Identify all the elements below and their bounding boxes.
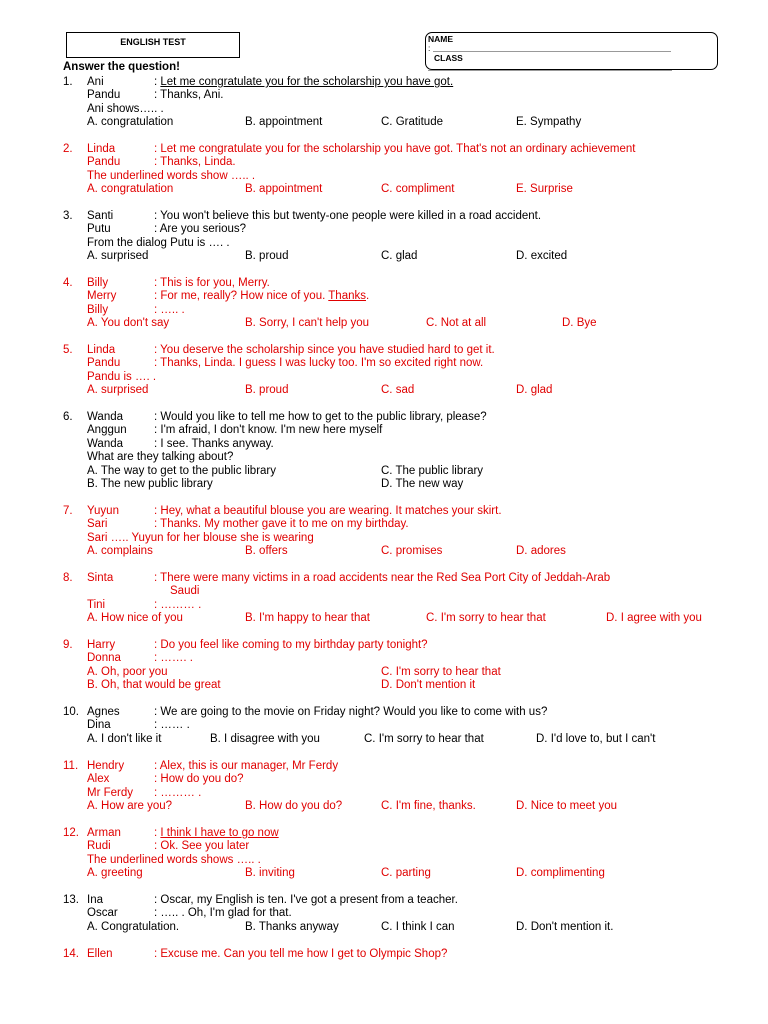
answer-option[interactable]: A. How nice of you xyxy=(87,612,183,625)
dialog-line: : ……… . xyxy=(154,598,202,611)
speaker-name: Ellen xyxy=(87,948,113,960)
answer-option[interactable]: B. appointment xyxy=(245,183,323,196)
answer-option[interactable]: D. Don't mention it. xyxy=(516,920,614,933)
speaker-name: Hendry xyxy=(87,760,125,772)
speaker-name: Santi xyxy=(87,210,114,222)
name-line[interactable] xyxy=(433,51,671,52)
answer-option[interactable]: A. surprised xyxy=(87,250,149,263)
question-prompt: Pandu is …. . xyxy=(87,370,157,383)
answer-option[interactable]: C. I think I can xyxy=(381,920,455,933)
dialog-line: : Are you serious? xyxy=(154,223,247,236)
answer-option[interactable]: B. I'm happy to hear that xyxy=(245,612,370,625)
question-prompt: The underlined words show ….. . xyxy=(87,169,256,182)
answer-option[interactable]: B. proud xyxy=(245,384,289,397)
answer-option[interactable]: D. Bye xyxy=(562,317,597,330)
answer-option[interactable]: B. proud xyxy=(245,250,289,263)
dialog-line: : We are going to the movie on Friday night? Would you like to come with us? xyxy=(154,706,548,718)
answer-option[interactable]: A. greeting xyxy=(87,867,143,880)
question-number: 1. xyxy=(63,76,73,88)
dialog-line: : Excuse me. Can you tell me how I get to Olympic Shop? xyxy=(154,948,448,960)
answer-option[interactable]: C. promises xyxy=(381,545,443,558)
question-number: 9. xyxy=(63,639,73,651)
dialog-line: : Let me congratulate you for the scholarship you have got. xyxy=(154,76,454,88)
dialog-line: : I see. Thanks anyway. xyxy=(154,437,274,450)
speaker-name: Wanda xyxy=(87,411,124,423)
speaker-name: Arman xyxy=(87,827,121,839)
dialog-line: : Alex, this is our manager, Mr Ferdy xyxy=(154,760,339,772)
speaker-name: Harry xyxy=(87,639,116,651)
question-number: 14. xyxy=(63,948,79,960)
answer-option[interactable]: C. I'm sorry to hear that xyxy=(426,612,546,625)
speaker-name: Mr Ferdy xyxy=(87,786,133,799)
answer-option[interactable]: D. glad xyxy=(516,384,553,397)
answer-option[interactable]: D. Don't mention it xyxy=(381,679,476,692)
answer-option[interactable]: C. glad xyxy=(381,250,418,263)
dialog-line: : Thanks. My mother gave it to me on my birthday. xyxy=(154,518,409,531)
speaker-name: Ina xyxy=(87,894,103,906)
speaker-name: Pandu xyxy=(87,156,121,169)
speaker-name: Billy xyxy=(87,277,109,289)
dialog-line: : There were many victims in a road accidents near the Red Sea Port City of Jeddah-Arab xyxy=(154,572,611,584)
answer-option[interactable]: A. Oh, poor you xyxy=(87,665,168,678)
question-number: 4. xyxy=(63,277,73,289)
dialog-line: Saudi xyxy=(170,585,200,598)
speaker-name: Linda xyxy=(87,344,116,356)
dialog-line: : …… . xyxy=(154,719,190,732)
answer-option[interactable]: A. The way to get to the public library xyxy=(87,464,276,477)
answer-option[interactable]: B. appointment xyxy=(245,116,323,129)
class-line[interactable] xyxy=(428,70,672,71)
answer-option[interactable]: D. excited xyxy=(516,250,568,263)
dialog-line: : ….. . Oh, I'm glad for that. xyxy=(154,907,292,920)
answer-option[interactable]: E. Surprise xyxy=(516,183,573,196)
answer-option[interactable]: C. I'm sorry to hear that xyxy=(381,665,501,678)
dialog-line: : You won't believe this but twenty-one people were killed in a road accident. xyxy=(154,210,542,222)
speaker-name: Sari xyxy=(87,518,108,531)
answer-option[interactable]: A. congratulation xyxy=(87,116,174,129)
speaker-name: Pandu xyxy=(87,357,121,370)
answer-option[interactable]: D. I agree with you xyxy=(606,612,702,625)
speaker-name: Merry xyxy=(87,290,117,303)
dialog-line: : Do you feel like coming to my birthday party tonight? xyxy=(154,639,428,651)
answer-option[interactable]: C. Gratitude xyxy=(381,116,443,129)
speaker-name: Agnes xyxy=(87,706,120,718)
question-number: 6. xyxy=(63,411,73,423)
question-prompt: What are they talking about? xyxy=(87,451,234,464)
answer-option[interactable]: B. Oh, that would be great xyxy=(87,679,221,692)
instruction: Answer the question! xyxy=(63,61,180,73)
answer-option[interactable]: C. The public library xyxy=(381,464,484,477)
dialog-line: : Thanks, Linda. xyxy=(154,156,236,169)
answer-option[interactable]: B. How do you do? xyxy=(245,800,343,813)
dialog-line: : Thanks, Linda. I guess I was lucky too. I'm so excited right now. xyxy=(154,357,484,370)
answer-option[interactable]: C. I'm sorry to hear that xyxy=(364,732,484,745)
dialog-line: : Would you like to tell me how to get to the public library, please? xyxy=(154,411,487,423)
name-class-box xyxy=(425,32,718,70)
answer-option[interactable]: A. surprised xyxy=(87,384,149,397)
name-label: NAME xyxy=(428,34,454,44)
question-prompt: The underlined words shows ….. . xyxy=(87,853,261,866)
speaker-name: Pandu xyxy=(87,89,121,102)
answer-option[interactable]: A. congratulation xyxy=(87,183,174,196)
question-prompt: Ani shows….. . xyxy=(87,102,164,115)
dialog-line: : Hey, what a beautiful blouse you are wearing. It matches your skirt. xyxy=(154,505,502,517)
speaker-name: Donna xyxy=(87,652,121,665)
dialog-line: : How do you do? xyxy=(154,773,244,786)
question-number: 13. xyxy=(63,894,79,906)
answer-option[interactable]: C. compliment xyxy=(381,183,455,196)
answer-option[interactable]: D. complimenting xyxy=(516,867,605,880)
dialog-line: : ……… . xyxy=(154,786,202,799)
test-title: ENGLISH TEST xyxy=(120,37,186,47)
dialog-line: : ……. . xyxy=(154,652,193,665)
question-number: 3. xyxy=(63,210,73,222)
speaker-name: Sinta xyxy=(87,572,114,584)
speaker-name: Putu xyxy=(87,223,111,236)
underlined-text: I think I have to go now xyxy=(160,827,279,839)
question-number: 12. xyxy=(63,827,79,839)
answer-option[interactable]: B. I disagree with you xyxy=(210,732,320,745)
name-colon: : xyxy=(428,43,431,53)
answer-option[interactable]: B. offers xyxy=(245,545,288,558)
answer-option[interactable]: C. I'm fine, thanks. xyxy=(381,800,476,813)
dialog-line: : Thanks, Ani. xyxy=(154,89,224,102)
answer-option[interactable]: A. Congratulation. xyxy=(87,920,180,933)
speaker-name: Wanda xyxy=(87,437,124,450)
question-prompt: From the dialog Putu is …. . xyxy=(87,236,230,249)
dialog-line: : I think I have to go now xyxy=(154,827,279,839)
class-label: CLASS xyxy=(434,53,463,63)
answer-option[interactable]: A. You don't say xyxy=(87,317,170,330)
title-box xyxy=(66,32,240,58)
speaker-name: Oscar xyxy=(87,907,118,920)
speaker-name: Linda xyxy=(87,143,116,155)
dialog-line: : Oscar, my English is ten. I've got a present from a teacher. xyxy=(154,894,458,906)
dialog-line: : ….. . xyxy=(154,303,185,316)
question-number: 2. xyxy=(63,143,73,155)
answer-option[interactable]: D. adores xyxy=(516,545,566,558)
speaker-name: Billy xyxy=(87,303,109,316)
answer-option[interactable]: E. Sympathy xyxy=(516,116,582,129)
speaker-name: Tini xyxy=(87,598,106,611)
dialog-line: : You deserve the scholarship since you have studied hard to get it. xyxy=(154,344,495,356)
answer-option[interactable]: B. The new public library xyxy=(87,478,213,490)
underlined-text: Thanks xyxy=(328,290,366,303)
dialog-line: : Let me congratulate you for the scholarship you have got. That's not an ordinary achievement xyxy=(154,143,636,155)
question-number: 8. xyxy=(63,572,73,584)
answer-option[interactable]: D. Nice to meet you xyxy=(516,800,617,813)
speaker-name: Anggun xyxy=(87,424,127,437)
speaker-name: Rudi xyxy=(87,840,111,853)
answer-option[interactable]: C. sad xyxy=(381,384,415,397)
question-prompt: Sari ….. Yuyun for her blouse she is wearing xyxy=(87,531,314,544)
answer-option[interactable]: A. complains xyxy=(87,545,153,558)
answer-option[interactable]: A. How are you? xyxy=(87,800,173,813)
answer-option[interactable]: D. I'd love to, but I can't xyxy=(536,732,656,745)
question-number: 5. xyxy=(63,344,73,356)
answer-option[interactable]: C. parting xyxy=(381,867,431,880)
answer-option[interactable]: C. Not at all xyxy=(426,317,487,330)
dialog-line: : Ok. See you later xyxy=(154,840,250,853)
question-number: 7. xyxy=(63,505,73,517)
answer-option[interactable]: A. I don't like it xyxy=(87,732,162,745)
dialog-line: : For me, really? How nice of you. Thanks. xyxy=(154,290,370,303)
dialog-line: : This is for you, Merry. xyxy=(154,277,270,289)
answer-option[interactable]: B. inviting xyxy=(245,867,295,880)
answer-option[interactable]: D. The new way xyxy=(381,478,464,490)
question-number: 10. xyxy=(63,706,79,718)
question-number: 11. xyxy=(63,760,79,772)
answer-option[interactable]: B. Thanks anyway xyxy=(245,920,339,933)
underlined-text: Let me congratulate you for the scholarship you have got. xyxy=(160,76,454,88)
speaker-name: Yuyun xyxy=(87,505,119,517)
speaker-name: Dina xyxy=(87,719,111,732)
answer-option[interactable]: B. Sorry, I can't help you xyxy=(245,317,370,330)
speaker-name: Ani xyxy=(87,76,104,88)
dialog-line: : I'm afraid, I don't know. I'm new here myself xyxy=(154,424,383,437)
speaker-name: Alex xyxy=(87,773,110,786)
